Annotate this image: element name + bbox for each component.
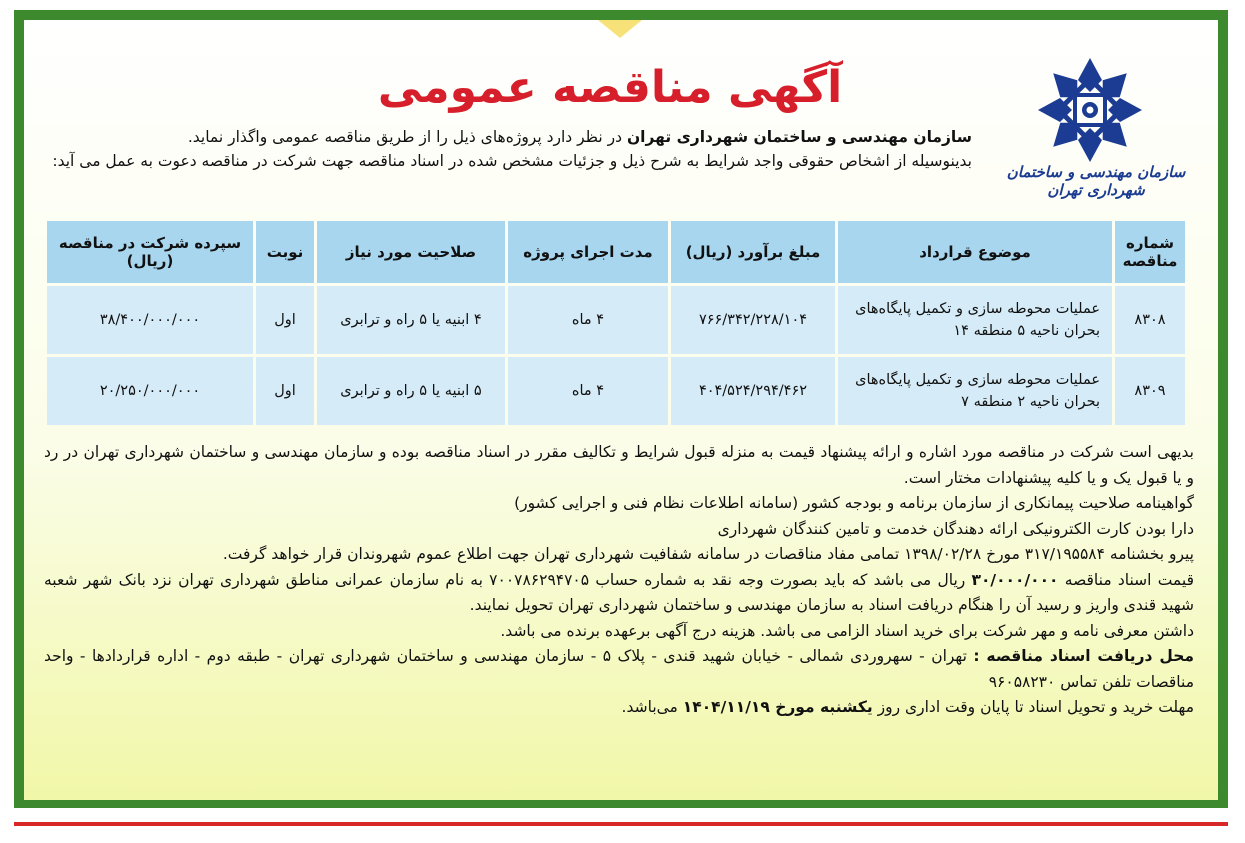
- header-tender-number: شماره مناقصه: [1115, 221, 1185, 283]
- transparency-paragraph: پیرو بخشنامه ۳۱۷/۱۹۵۵۸۴ مورخ ۱۳۹۸/۰۲/۲۸ تمامی مفاد مناقصات در سامانه شفافیت شهرداری تهران جهت اطلاع عموم شهروندان قرار خواهد گرفت.: [222, 545, 1194, 563]
- electronic-card-paragraph: دارا بودن کارت الکترونیکی ارائه دهندگان خدمت و تامین کنندگان شهرداری: [717, 519, 1194, 538]
- cell-qualification: ۵ ابنیه یا ۵ راه و ترابری: [317, 357, 505, 425]
- deadline-text-end: می‌باشد.: [621, 698, 683, 716]
- cell-tender-number: ۸۳۰۹: [1115, 357, 1185, 425]
- notice-title: آگهی مناقصه عمومی: [377, 62, 843, 113]
- address-text: تهران - سهروردی شمالی - خیابان شهید قندی - پلاک ۵ - سازمان مهندسی و ساختمان شهرداری تهران - طبقه دوم - اداره قراردادها - واحد مناقصات تلفن تماس ۹۶۰۵۸۲۳۰: [44, 647, 1194, 691]
- cell-round: اول: [256, 357, 314, 425]
- header-deposit: سپرده شرکت در مناقصه (ریال): [47, 221, 253, 283]
- header-qualification: صلاحیت مورد نیاز: [317, 221, 505, 283]
- price-paragraph: [44, 568, 1194, 619]
- intro-line2: بدینوسیله از اشخاص حقوقی واجد شرایط به شرح ذیل و جزئیات مشخص شده در اسناد مناقصه جهت شرکت در مناقصه دعوت به عمل می آید:: [52, 152, 972, 170]
- certificate-paragraph: گواهینامه صلاحیت پیمانکاری از سازمان برنامه و بودجه کشور (سامانه اطلاعات نظام فنی و اجرایی کشور): [514, 494, 1194, 512]
- notice-body: [44, 440, 1194, 721]
- deadline-text-start: مهلت خرید و تحویل اسناد تا پایان وقت اداری روز: [872, 698, 1194, 716]
- cell-estimated-amount: ۴۰۴/۵۲۴/۲۹۴/۴۶۲: [671, 357, 835, 425]
- cell-deposit: ۲۰/۲۵۰/۰۰۰/۰۰۰: [47, 357, 253, 425]
- logo-caption: سازمان مهندسی و ساختمان شهرداری تهران: [1006, 163, 1186, 199]
- bottom-divider: [14, 822, 1228, 826]
- address-paragraph: [44, 644, 1194, 695]
- intro-paragraph: [32, 125, 972, 173]
- cell-round: اول: [256, 286, 314, 354]
- header-round: نوبت: [256, 221, 314, 283]
- cell-contract-subject: عملیات محوطه سازی و تکمیل پایگاه‌های بحران ناحیه ۲ منطقه ۷: [838, 357, 1112, 425]
- table-row: [47, 357, 1185, 425]
- price-text-end: ریال می باشد که باید بصورت وجه نقد به شماره حساب ۷۰۰۷۸۶۲۹۴۷۰۵ به نام سازمان عمرانی مناطق شهرداری تهران نزد بانک شهر شعبه شهید قندی واریز و رسید آن را هنگام دریافت اسناد به سازمان مهندسی و ساختمان شهرداری تهران تحویل نمایند.: [44, 570, 1194, 614]
- header-estimated-amount: مبلغ برآورد (ریال): [671, 221, 835, 283]
- condition-paragraph: بدیهی است شرکت در مناقصه مورد اشاره و ارائه پیشنهاد قیمت به منزله قبول شرایط و تکالیف مقرر در اسناد مناقصه بوده و سازمان مهندسی و ساختمان شهرداری تهران در رد و یا قبول یک و یا کلیه پیشنهادات مختار است.: [44, 443, 1194, 487]
- cell-duration: ۴ ماه: [508, 357, 668, 425]
- deadline-paragraph: [44, 695, 1194, 721]
- address-label: محل دریافت اسناد مناقصه :: [973, 647, 1194, 665]
- tender-table: [44, 218, 1188, 428]
- cell-tender-number: ۸۳۰۸: [1115, 286, 1185, 354]
- intro-line1: در نظر دارد پروژه‌های ذیل را از طریق مناقصه عمومی واگذار نماید.: [187, 128, 627, 146]
- header-contract-subject: موضوع قرارداد: [838, 221, 1112, 283]
- header-duration: مدت اجرای پروژه: [508, 221, 668, 283]
- frame-notch: [598, 20, 642, 38]
- price-text-start: قیمت اسناد مناقصه: [1058, 570, 1194, 589]
- cell-duration: ۴ ماه: [508, 286, 668, 354]
- table-header-row: [47, 221, 1185, 283]
- cell-qualification: ۴ ابنیه یا ۵ راه و ترابری: [317, 286, 505, 354]
- cell-contract-subject: عملیات محوطه سازی و تکمیل پایگاه‌های بحران ناحیه ۵ منطقه ۱۴: [838, 286, 1112, 354]
- organization-name: سازمان مهندسی و ساختمان شهرداری تهران: [626, 128, 972, 146]
- table-row: [47, 286, 1185, 354]
- introduction-letter-paragraph: داشتن معرفی نامه و مهر شرکت برای خرید اسناد الزامی می باشد. هزینه درج آگهی برعهده برنده می باشد.: [500, 621, 1194, 640]
- document-price: ۳۰/۰۰۰/۰۰۰: [971, 570, 1059, 589]
- deadline-date: یکشنبه مورخ ۱۴۰۴/۱۱/۱۹: [682, 698, 873, 716]
- cell-deposit: ۳۸/۴۰۰/۰۰۰/۰۰۰: [47, 286, 253, 354]
- cell-estimated-amount: ۷۶۶/۳۴۲/۲۲۸/۱۰۴: [671, 286, 835, 354]
